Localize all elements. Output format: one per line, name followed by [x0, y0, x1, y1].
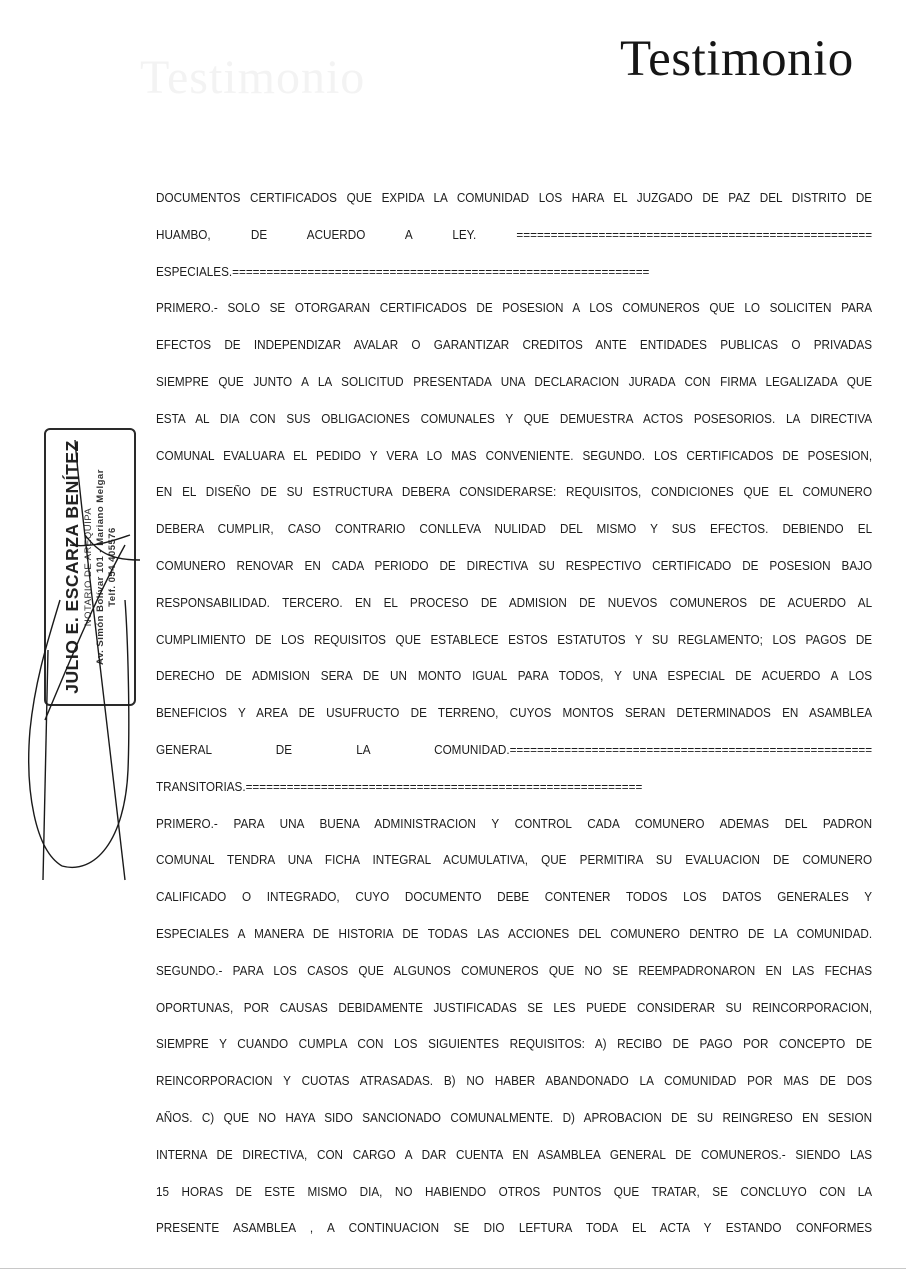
text-line: SIEMPRE Y CUANDO CUMPLA CON LOS SIGUIENTES REQUISITOS: A) RECIBO DE PAGO POR CONCEPTO DE [156, 1037, 873, 1052]
text-line: DOCUMENTOS CERTIFICADOS QUE EXPIDA LA COMUNIDAD LOS HARA EL JUZGADO DE PAZ DEL DISTRITO DE [156, 191, 873, 205]
text-line: PRIMERO.- PARA UNA BUENA ADMINISTRACION Y CONTROL CADA COMUNERO ADEMAS DEL PADRON [156, 816, 873, 831]
text-line: AÑOS. C) QUE NO HAYA SIDO SANCIONADO COMUNALMENTE. D) APROBACION DE SU REINGRESO EN SESION [156, 1110, 873, 1125]
text-line: COMUNERO RENOVAR EN CADA PERIODO DE DIRECTIVA SU RESPECTIVO CERTIFICADO DE POSESION BAJO [156, 558, 873, 573]
text-line: HUAMBO, DE ACUERDO A LEY. ==================================================== [156, 227, 873, 242]
text-line: COMUNAL TENDRA UNA FICHA INTEGRAL ACUMULATIVA, QUE PERMITIRA SU EVALUACION DE COMUNERO [156, 853, 873, 868]
text-line: EFECTOS DE INDEPENDIZAR AVALAR O GARANTIZAR CREDITOS ANTE ENTIDADES PUBLICAS O PRIVADAS [156, 338, 873, 353]
text-line: DEBERA CUMPLIR, CASO CONTRARIO CONLLEVA NULIDAD DEL MISMO Y SUS EFECTOS. DEBIENDO EL [156, 522, 873, 537]
page-title: Testimonio [620, 31, 854, 87]
stamp-phone: Telf. 054 405576 [106, 527, 118, 607]
text-line: DERECHO DE ADMISION SERA DE UN MONTO IGUAL PARA TODOS, Y UNA ESPECIAL DE ACUERDO A LOS [156, 669, 873, 684]
text-line: REINCORPORACION Y CUOTAS ATRASADAS. B) NO HABER ABANDONADO LA COMUNIDAD POR MAS DE DOS [156, 1074, 873, 1089]
text-line: CALIFICADO O INTEGRADO, CUYO DOCUMENTO DEBE CONTENER TODOS LOS DATOS GENERALES Y [156, 890, 873, 905]
text-line: CUMPLIMIENTO DE LOS REQUISITOS QUE ESTABLECE ESTOS ESTATUTOS Y SU REGLAMENTO; LOS PAGOS DE [156, 632, 873, 647]
section-heading-transitorias: TRANSITORIAS.========================================================== [156, 779, 643, 794]
text-line: ESPECIALES A MANERA DE HISTORIA DE TODAS LAS ACCIONES DEL COMUNERO DENTRO DE LA COMUNIDAD. [156, 926, 873, 941]
text-line: BENEFICIOS Y AREA DE USUFRUCTO DE TERRENO, CUYOS MONTOS SERAN DETERMINADOS EN ASAMBLEA [156, 706, 873, 721]
text-line: GENERAL DE LA COMUNIDAD.===================================================== [156, 742, 873, 757]
page-bottom-edge [0, 1268, 906, 1269]
text-line: 15 HORAS DE ESTE MISMO DIA, NO HABIENDO OTROS PUNTOS QUE TRATAR, SE CONCLUYO CON LA [156, 1184, 873, 1199]
document-body [156, 186, 872, 1253]
text-line: OPORTUNAS, POR CAUSAS DEBIDAMENTE JUSTIFICADAS SE LES PUEDE CONSIDERAR SU REINCORPORACION, [156, 1000, 873, 1015]
text-line: SEGUNDO.- PARA LOS CASOS QUE ALGUNOS COMUNEROS QUE NO SE REEMPADRONARON EN LAS FECHAS [156, 963, 873, 978]
section-heading-especiales: ESPECIALES.============================================================= [156, 264, 650, 279]
stamp-notary-role: NOTARIO DE AREQUIPA [82, 507, 94, 627]
text-line: RESPONSABILIDAD. TERCERO. EN EL PROCESO DE ADMISION DE NUEVOS COMUNEROS DE ACUERDO AL [156, 595, 873, 610]
text-line: INTERNA DE DIRECTIVA, CON CARGO A DAR CUENTA EN ASAMBLEA GENERAL DE COMUNEROS.- SIENDO LAS [156, 1147, 873, 1162]
text-line: SIEMPRE QUE JUNTO A LA SOLICITUD PRESENTADA UNA DECLARACION JURADA CON FIRMA LEGALIZADA QUE [156, 374, 873, 389]
ghost-bleed-through-title: Testimonio [140, 51, 366, 104]
text-line: ESTA AL DIA CON SUS OBLIGACIONES COMUNALES Y QUE DEMUESTRA ACTOS POSESORIOS. LA DIRECTIVA [156, 411, 873, 426]
text-line: PRIMERO.- SOLO SE OTORGARAN CERTIFICADOS DE POSESION A LOS COMUNEROS QUE LO SOLICITEN PARA [156, 301, 873, 316]
text-line: PRESENTE ASAMBLEA , A CONTINUACION SE DIO LEFTURA TODA EL ACTA Y ESTANDO CONFORMES [156, 1221, 873, 1236]
text-line: COMUNAL EVALUARA EL PEDIDO Y VERA LO MAS CONVENIENTE. SEGUNDO. LOS CERTIFICADOS DE POSESION, [156, 448, 873, 463]
stamp-notary-name: JULIO E. ESCARZA BENÍTEZ [61, 440, 82, 694]
stamp-address: Av. Simón Bolívar 101 - Mariano Melgar [94, 469, 106, 665]
text-line: EN EL DISEÑO DE SU ESTRUCTURA DEBERA CONSIDERARSE: REQUISITOS, CONDICIONES QUE EL COMUNERO [156, 485, 873, 500]
